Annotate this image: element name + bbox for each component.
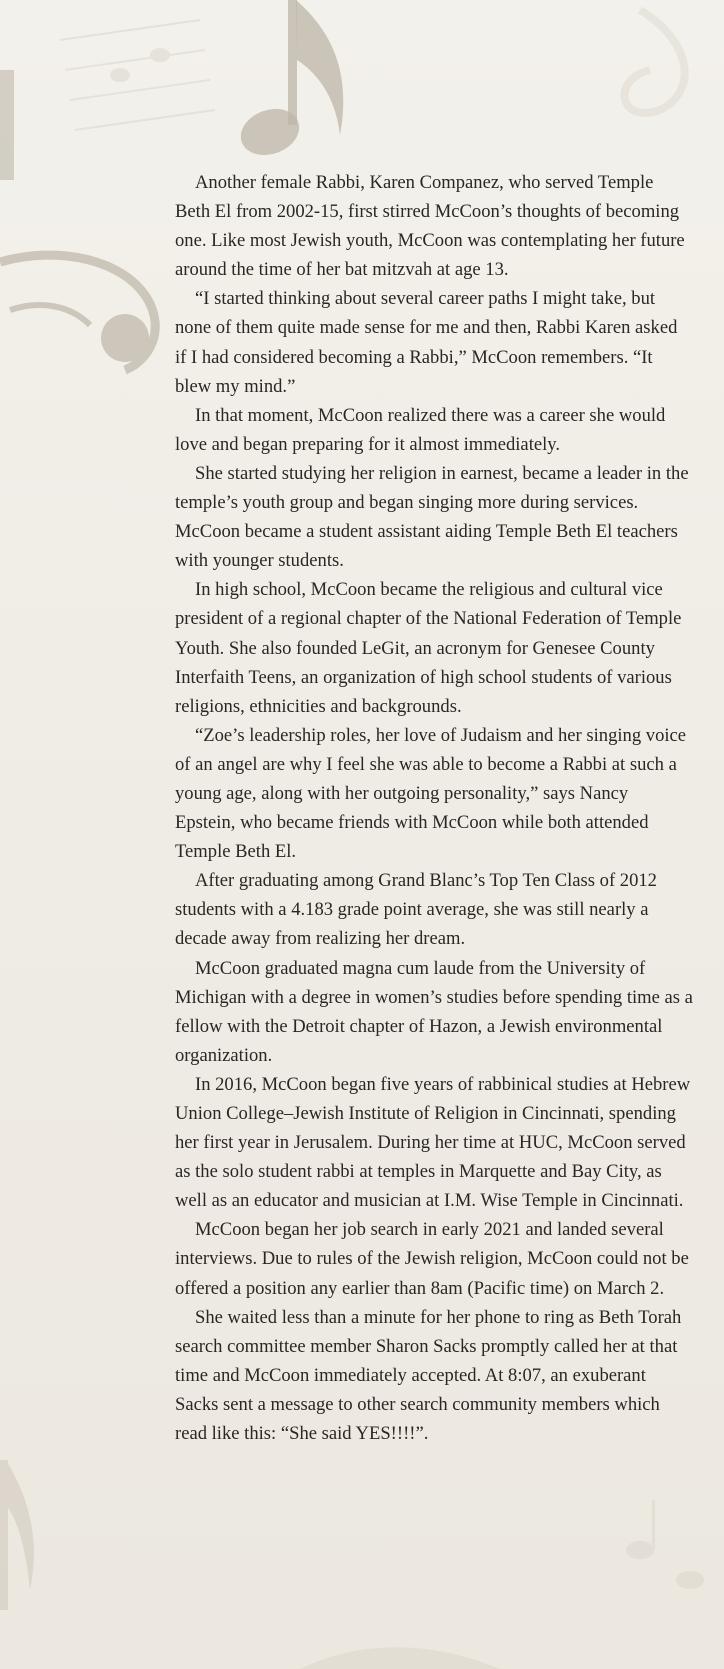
paragraph: McCoon graduated magna cum laude from the University of Michigan with a degree in women’s studies before spending time as a fellow with the Detroit chapter of Hazon, a Jewish environmental organization. xyxy=(175,957,693,1066)
sheet-music-icon xyxy=(300,1500,704,1669)
paragraph: McCoon began her job search in early 2021 and landed several interviews. Due to rules of the Jewish religion, McCoon could not be offered a position any earlier than 8am (Pacific time) on March 2. xyxy=(175,1219,689,1299)
treble-clef-icon xyxy=(625,10,685,113)
paragraph: She started studying her religion in earnest, became a leader in the temple’s youth group and began singing more during services. McCoon became a student assistant aiding Temple Beth El teachers with younger students. xyxy=(175,462,689,572)
paragraph: In high school, McCoon became the religious and cultural vice president of a regional chapter of the National Federation of Temple Youth. She also founded LeGit, an acronym for Genesee County Interfaith Teens, an organization of high school students of various religions, ethnicities and backgrounds. xyxy=(175,579,682,717)
paragraph: In 2016, McCoon began five years of rabbinical studies at Hebrew Union College–Jewish Institute of Religion in Cincinnati, spending her first year in Jerusalem. During her time at HUC, McCoon served as the solo student rabbi at temples in Marquette and Bay City, as well as an educator and musician at I.M. Wise Temple in Cincinnati. xyxy=(175,1073,691,1212)
treble-clef-icon xyxy=(0,255,155,370)
sheet-music-icon xyxy=(60,20,215,130)
paragraph: She waited less than a minute for her phone to ring as Beth Torah search committee member Sharon Sacks promptly called her at that time and McCoon immediately accepted. At 8:07, an exuberant Sacks sent a message to other search community members which read like this: “She said YES!!!!”. xyxy=(175,1306,682,1445)
eighth-note-icon xyxy=(234,0,343,163)
paragraph: Another female Rabbi, Karen Companez, who served Temple Beth El from 2002-15, first stirred McCoon’s thoughts of becoming one. Like most Jewish youth, McCoon was contemplating her future around the time of her bat mitzvah at age 13. xyxy=(175,172,685,281)
article-body xyxy=(175,168,693,1448)
paragraph: “Zoe’s leadership roles, her love of Judaism and her singing voice of an angel are why I feel she was able to become a Rabbi at such a young age, along with her outgoing personality,” says Nancy Epstein, who became friends with McCoon while both attended Temple Beth El. xyxy=(175,724,687,863)
eighth-note-icon xyxy=(0,1460,34,1610)
left-edge-bar xyxy=(0,70,14,180)
paragraph: After graduating among Grand Blanc’s Top Ten Class of 2012 students with a 4.183 grade point average, she was still nearly a decade away from realizing her dream. xyxy=(175,870,657,950)
paragraph: In that moment, McCoon realized there was a career she would love and began preparing for it almost immediately. xyxy=(175,404,666,455)
paragraph: “I started thinking about several career paths I might take, but none of them quite made sense for me and then, Rabbi Karen asked if I had considered becoming a Rabbi,” McCoon remembers. “It blew my mind.” xyxy=(175,288,678,397)
